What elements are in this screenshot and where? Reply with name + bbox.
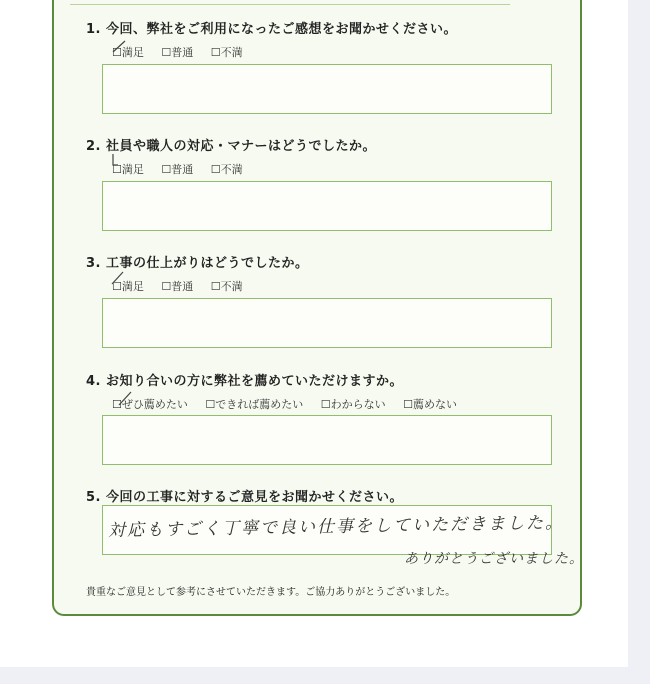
option-satisfied[interactable]: ☐満足 [112,163,144,176]
option-definitely-recommend[interactable]: ☐ぜひ薦めたい [112,398,188,411]
comment-box-3[interactable] [102,298,552,348]
checkmark-icon [110,153,124,171]
comment-box-2[interactable] [102,181,552,231]
question-1-options [112,44,257,60]
option-unsatisfied[interactable]: ☐不満 [210,280,243,293]
checkmark-icon [110,270,124,288]
question-5: 5. 今回の工事に対するご意見をお聞かせください。 [86,490,404,505]
question-1: 1. 今回、弊社をご利用になったご感想をお聞かせください。 [86,22,458,37]
question-4-options [112,396,471,412]
question-2-options [112,161,257,177]
option-unsatisfied[interactable]: ☐不満 [210,163,243,176]
checkmark-icon [112,40,126,54]
option-unsatisfied[interactable]: ☐不満 [210,46,243,59]
option-not-recommend[interactable]: ☐薦めない [403,398,457,411]
option-normal[interactable]: ☐普通 [161,280,194,293]
option-satisfied[interactable]: ☐満足 [112,46,144,59]
handwritten-comment: 対応もすごく丁寧で良い仕事をしていただきました。 [107,513,565,541]
option-dont-know[interactable]: ☐わからない [320,398,386,411]
option-recommend-if-possible[interactable]: ☐できれば薦めたい [205,398,304,411]
question-3-options [112,278,257,294]
comment-box-1[interactable] [102,64,552,114]
footer-note: 貴重なご意見として参考にさせていただきます。ご協力ありがとうございました。 [86,587,456,598]
top-divider [70,0,510,5]
checkmark-icon [118,390,132,408]
question-3: 3. 工事の仕上がりはどうでしたか。 [86,256,309,271]
question-2: 2. 社員や職人の対応・マナーはどうでしたか。 [86,139,377,154]
option-normal[interactable]: ☐普通 [161,163,194,176]
option-normal[interactable]: ☐普通 [161,46,194,59]
handwritten-thanks: ありがとうございました。 [404,551,584,567]
comment-box-4[interactable] [102,415,552,465]
question-4: 4. お知り合いの方に弊社を薦めていただけますか。 [86,374,404,389]
option-satisfied[interactable]: ☐満足 [112,280,144,293]
